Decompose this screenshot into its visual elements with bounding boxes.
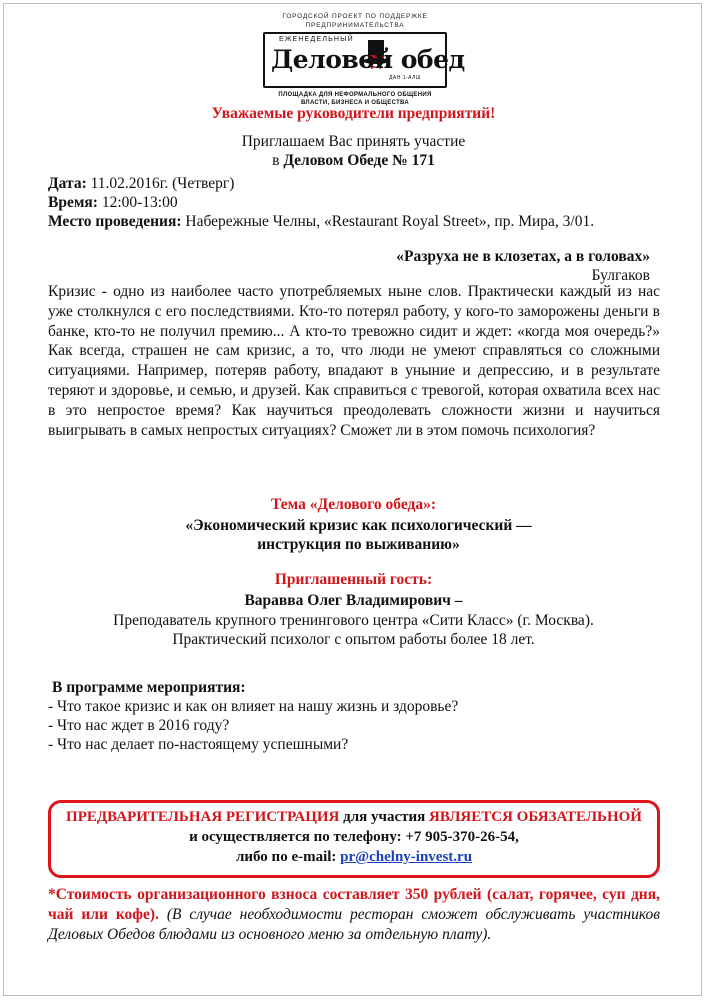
date-label: Дата: bbox=[48, 175, 87, 192]
registration-required-1: ПРЕДВАРИТЕЛЬНАЯ РЕГИСТРАЦИЯ bbox=[66, 809, 340, 825]
registration-phone: и осуществляется по телефону: +7 905-370-26-54, bbox=[189, 829, 519, 845]
theme-line-2: инструкция по выживанию» bbox=[257, 536, 460, 553]
epigraph bbox=[396, 247, 650, 285]
guest-info bbox=[0, 591, 707, 650]
quote-author: Булгаков bbox=[591, 267, 650, 284]
registration-email-row bbox=[51, 847, 657, 867]
program-section bbox=[48, 678, 458, 754]
place-label: Место проведения: bbox=[48, 213, 182, 230]
quote-text: «Разруха не в клозетах, а в головах» bbox=[396, 248, 650, 265]
date-row bbox=[48, 174, 594, 193]
fee-note: (В случае необходимости ресторан сможет обслуживать участников Деловых Обедов блюдами из основного меню за отдельную плату). bbox=[48, 906, 660, 943]
fee-paragraph bbox=[48, 885, 660, 945]
theme-line-1: «Экономический кризис как психологический — bbox=[185, 517, 532, 534]
theme-title: Тема «Делового обеда»: bbox=[270, 496, 436, 513]
time-row bbox=[48, 193, 594, 212]
guest-line-1: Преподаватель крупного тренингового центра «Сити Класс» (г. Москва). bbox=[113, 611, 594, 629]
invitation-prefix: в bbox=[272, 152, 284, 169]
logo-name: Деловой обед bbox=[271, 45, 465, 74]
intro-paragraph: Кризис - одно из наиболее часто употребляемых ныне слов. Практически каждый из нас уже столкнулся с его последствиями. Кто-то потерял работу, у кого-то заморожены деньги в банке, кто-то не получил премию... А кто-то тревожно сидит и ждет: «когда моя очередь?» Как всегда, страшен не сам кризис, а то, что люди не умеют справляться со сложными ситуациями. Например, потеряв работу, впадают в уныние и депрессию, и в результате теряют и здоровье, и семью, и друзей. Как справиться с тревогой, которая охватила всех нас в это непростое время? Как научиться преодолевать сложности жизни и научиться выигрывать в самых непростых ситуациях? Сможет ли в этом помочь психология? bbox=[48, 283, 660, 439]
header-tagline: ГОРОДСКОЙ ПРОЕКТ ПО ПОДДЕРЖКЕ ПРЕДПРИНИМАТЕЛЬСТВА bbox=[282, 13, 428, 29]
greeting: Уважаемые руководители предприятий! bbox=[211, 105, 496, 122]
logo bbox=[263, 32, 465, 88]
time-label: Время: bbox=[48, 194, 98, 211]
header-logo-block bbox=[250, 12, 465, 106]
place-row bbox=[48, 212, 594, 231]
program-item: - Что нас делает по-настоящему успешными? bbox=[48, 736, 349, 753]
time-value: 12:00-13:00 bbox=[97, 194, 178, 211]
program-title: В программе мероприятия: bbox=[52, 679, 246, 696]
invitation-line-2 bbox=[0, 152, 707, 170]
program-item: - Что нас ждет в 2016 году? bbox=[48, 717, 230, 734]
guest-name: Варавва Олег Владимирович – bbox=[244, 592, 463, 609]
theme-text bbox=[0, 516, 707, 554]
date-value: 11.02.2016г. (Четверг) bbox=[86, 175, 235, 192]
guest-title: Приглашенный гость: bbox=[274, 571, 433, 588]
event-name: Деловом Обеде № 171 bbox=[283, 152, 435, 169]
registration-email-prefix: либо по e-mail: bbox=[235, 849, 341, 865]
registration-box bbox=[48, 800, 660, 878]
guest-line-2: Практический психолог с опытом работы более 18 лет. bbox=[172, 631, 535, 648]
program-item: - Что такое кризис и как он влияет на нашу жизнь и здоровье? bbox=[48, 698, 459, 715]
registration-for: для участия bbox=[339, 809, 429, 825]
header-caption-line-2: ВЛАСТИ, БИЗНЕСА И ОБЩЕСТВА bbox=[300, 100, 410, 106]
registration-line-1 bbox=[51, 807, 657, 827]
logo-weekly: ЕЖЕНЕДЕЛЬНЫЙ bbox=[279, 36, 354, 43]
event-details bbox=[48, 174, 594, 231]
registration-required-2: ЯВЛЯЕТСЯ ОБЯЗАТЕЛЬНОЙ bbox=[428, 809, 642, 825]
fee-cost: *Стоимость организационного взноса составляет 350 рублей (салат, горячее, суп дня, чай или кофе). bbox=[48, 886, 660, 923]
logo-sub: ДАН 1-АЛШ bbox=[389, 75, 421, 81]
invitation-line-1: Приглашаем Вас принять участие bbox=[241, 133, 466, 150]
place-value: Набережные Челны, «Restaurant Royal Street», пр. Мира, 3/01. bbox=[181, 213, 595, 230]
email-link[interactable]: pr@chelny-invest.ru bbox=[340, 849, 473, 865]
header-caption-line-1: ПЛОЩАДКА ДЛЯ НЕФОРМАЛЬНОГО ОБЩЕНИЯ bbox=[278, 92, 432, 98]
